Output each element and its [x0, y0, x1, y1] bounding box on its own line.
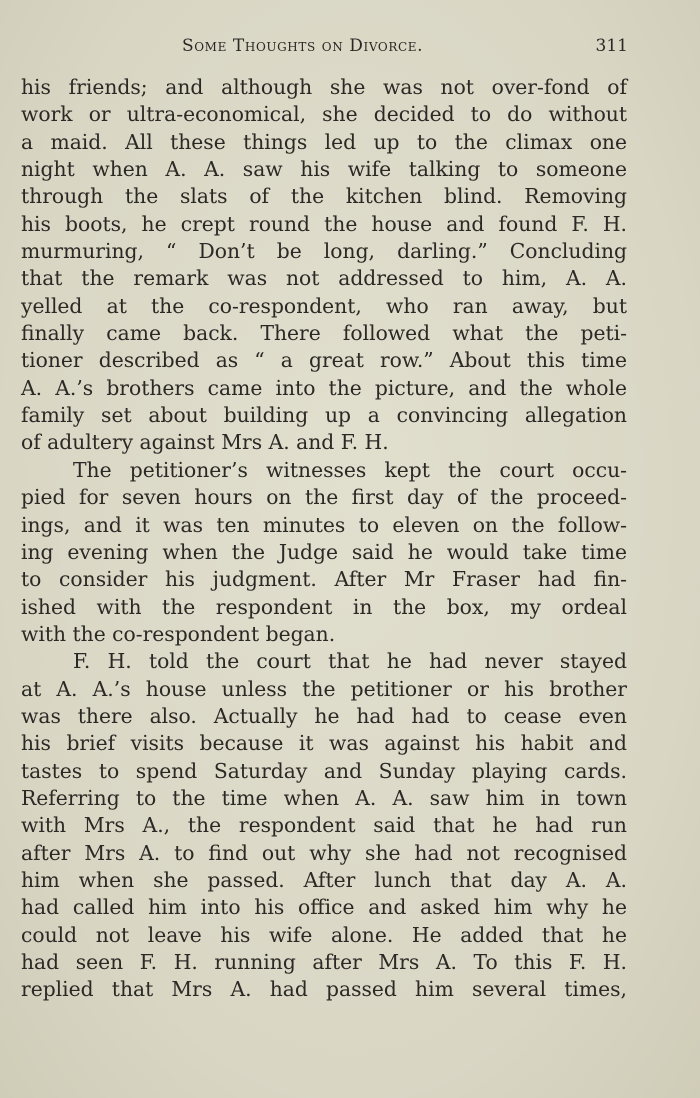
text-line: ing evening when the Judge said he would take time [21, 539, 627, 564]
text-line: through the slats of the kitchen blind. Removing [21, 184, 627, 209]
text-line: replied that Mrs A. had passed him several times, [21, 977, 627, 1002]
text-line: his boots, he crept round the house and found F. H. [21, 211, 627, 236]
text-line: family set about building up a convincing allegation [21, 403, 627, 428]
text-line: ished with the respondent in the box, my ordeal [21, 594, 627, 619]
text-line: tastes to spend Saturday and Sunday playing cards. [21, 758, 627, 783]
text-line: a maid. All these things led up to the climax one [21, 129, 627, 154]
text-line: his brief visits because it was against his habit and [21, 731, 627, 756]
text-line: had called him into his office and asked him why he [21, 895, 627, 920]
running-head: Some Thoughts on Divorce. [182, 36, 424, 56]
text-line: after Mrs A. to find out why she had not recognised [21, 840, 627, 865]
paragraph-start-line: F. H. told the court that he had never stayed [73, 649, 627, 674]
text-line: night when A. A. saw his wife talking to someone [21, 157, 627, 182]
text-line: at A. A.’s house unless the petitioner or his brother [21, 676, 627, 701]
text-line: to consider his judgment. After Mr Fraser had fin- [21, 567, 627, 592]
text-line: with Mrs A., the respondent said that he had run [21, 813, 627, 838]
text-line: Referring to the time when A. A. saw him in town [21, 785, 627, 810]
text-line: him when she passed. After lunch that day A. A. [21, 867, 627, 892]
paragraph-start-line: The petitioner’s witnesses kept the court occu- [73, 457, 627, 482]
text-line: tioner described as “ a great row.” About this time [21, 348, 627, 373]
text-line: yelled at the co-respondent, who ran away, but [21, 293, 627, 318]
text-line: had seen F. H. running after Mrs A. To this F. H. [21, 950, 627, 974]
text-line: finally came back. There followed what the peti- [21, 321, 627, 346]
text-line: his friends; and although she was not over-fond of [21, 75, 627, 99]
text-line: could not leave his wife alone. He added that he [21, 922, 627, 947]
text-line: was there also. Actually he had had to cease even [21, 703, 627, 728]
paragraph-end-line: with the co-respondent began. [21, 621, 336, 646]
text-line: A. A.’s brothers came into the picture, and the whole [21, 375, 627, 400]
text-line: pied for seven hours on the first day of the proceed- [21, 485, 627, 510]
paragraph-end-line: of adultery against Mrs A. and F. H. [21, 430, 389, 455]
text-line: murmuring, “ Don’t be long, darling.” Concluding [21, 239, 627, 264]
text-line: ings, and it was ten minutes to eleven on the follow- [21, 512, 627, 537]
text-line: work or ultra-economical, she decided to do without [21, 102, 627, 127]
body-text [21, 74, 627, 1004]
text-line: that the remark was not addressed to him, A. A. [21, 266, 627, 291]
page-number: 311 [595, 36, 628, 56]
page-header [22, 36, 628, 62]
